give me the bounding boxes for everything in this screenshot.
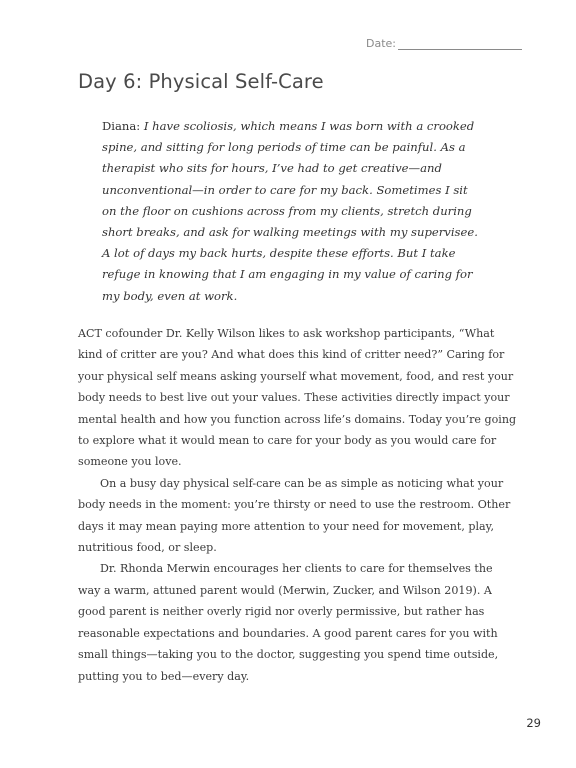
quote-text: I have scoliosis, which means I was born with a crooked spine, and sitting for long periods of time can be painful. As a therapist who sits for hours, I’ve had to get creative—and unconventional—in order to care for my back. Sometimes I sit on the floor on cushions across from my clients, stretch during short breaks, and ask for walking meetings with my supervisee. A lot of days my back hurts, despite these efforts. But I take refuge in knowing that I am engaging in my value of caring for my body, even at work. (102, 119, 478, 303)
page-number: 29 (526, 716, 541, 730)
date-blank-line (398, 39, 522, 50)
date-label: Date: (366, 37, 396, 50)
quote-block (102, 116, 484, 307)
page-title: Day 6: Physical Self-Care (78, 70, 324, 93)
body-text (78, 323, 518, 687)
paragraph-1: ACT cofounder Dr. Kelly Wilson likes to ask workshop participants, “What kind of critter are you? And what does this kind of critter need?” Caring for your physical self means asking yourself what movement, food, and rest your body needs to best live out your values. These activities directly impact your mental health and how you function across life’s domains. Today you’re going to explore what it would mean to care for your body as you would care for someone you love. (78, 327, 517, 469)
date-field (366, 37, 522, 50)
paragraph-2: On a busy day physical self-care can be as simple as noticing what your body needs in the moment: you’re thirsty or need to use the restroom. Other days it may mean paying more attention to your need for movement, play, nutritious food, or sleep. (78, 476, 511, 555)
paragraph-3: Dr. Rhonda Merwin encourages her clients to care for themselves the way a warm, attuned parent would (Merwin, Zucker, and Wilson 2019). A good parent is neither overly rigid nor overly permissive, but rather has reasonable expectations and boundaries. A good parent cares for you with small things—taking you to the doctor, suggesting you spend time outside, putting you to bed—every day. (78, 562, 499, 683)
quote-speaker: Diana: (102, 119, 144, 133)
